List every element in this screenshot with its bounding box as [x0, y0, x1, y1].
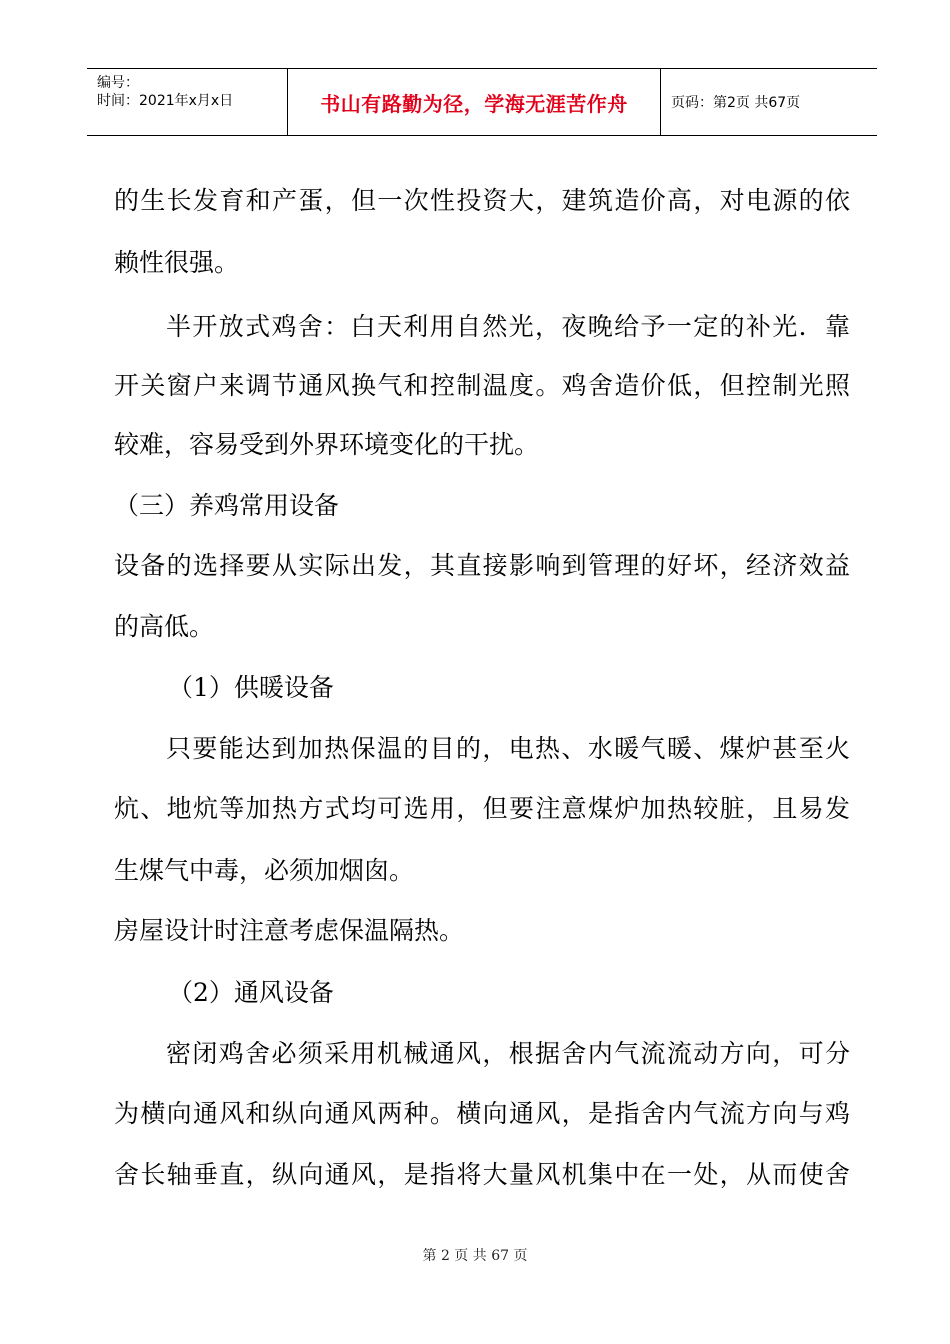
subsection-heading: （2）通风设备: [168, 978, 334, 1007]
body-line: 的生长发育和产蛋，但一次性投资大，建筑造价高，对电源的依: [114, 186, 850, 215]
time-label: 时间：2021年x月x日: [97, 93, 234, 109]
body-line: 开关窗户来调节通风换气和控制温度。鸡舍造价低，但控制光照: [114, 371, 850, 400]
header-page-info: [661, 69, 877, 135]
body-line: 只要能达到加热保温的目的，电热、水暖气暖、煤炉甚至火: [166, 734, 850, 763]
body-line: 密闭鸡舍必须采用机械通风，根据舍内气流流动方向，可分: [166, 1039, 850, 1068]
section-heading: （三）养鸡常用设备: [114, 491, 340, 520]
body-line: 赖性很强。: [114, 248, 240, 277]
motto-text: 书山有路勤为径，学海无涯苦作舟: [320, 91, 628, 116]
body-line: 的高低。: [114, 612, 215, 641]
body-line: 较难，容易受到外界环境变化的干扰。: [114, 430, 540, 459]
header-meta: [87, 69, 288, 135]
body-line: 设备的选择要从实际出发，其直接影响到管理的好坏，经济效益: [114, 551, 850, 580]
subsection-heading: （1）供暖设备: [168, 673, 334, 702]
header-motto-cell: [288, 69, 661, 135]
body-line: 半开放式鸡舍：白天利用自然光，夜晚给予一定的补光．靠: [166, 312, 850, 341]
page-header: [87, 68, 877, 136]
page-info-text: 页码：第2页 共67页: [671, 95, 801, 111]
body-line: 为横向通风和纵向通风两种。横向通风，是指舍内气流方向与鸡: [114, 1099, 850, 1128]
body-line: 房屋设计时注意考虑保温隔热。: [114, 916, 465, 945]
body-line: 炕、地炕等加热方式均可选用，但要注意煤炉加热较脏，且易发: [114, 794, 850, 823]
body-line: 生煤气中毒，必须加烟囱。: [114, 856, 415, 885]
page-footer: 第 2 页 共 67 页: [422, 1248, 528, 1264]
body-line: 舍长轴垂直，纵向通风，是指将大量风机集中在一处，从而使舍: [114, 1160, 850, 1189]
serial-label: 编号：: [97, 75, 139, 91]
